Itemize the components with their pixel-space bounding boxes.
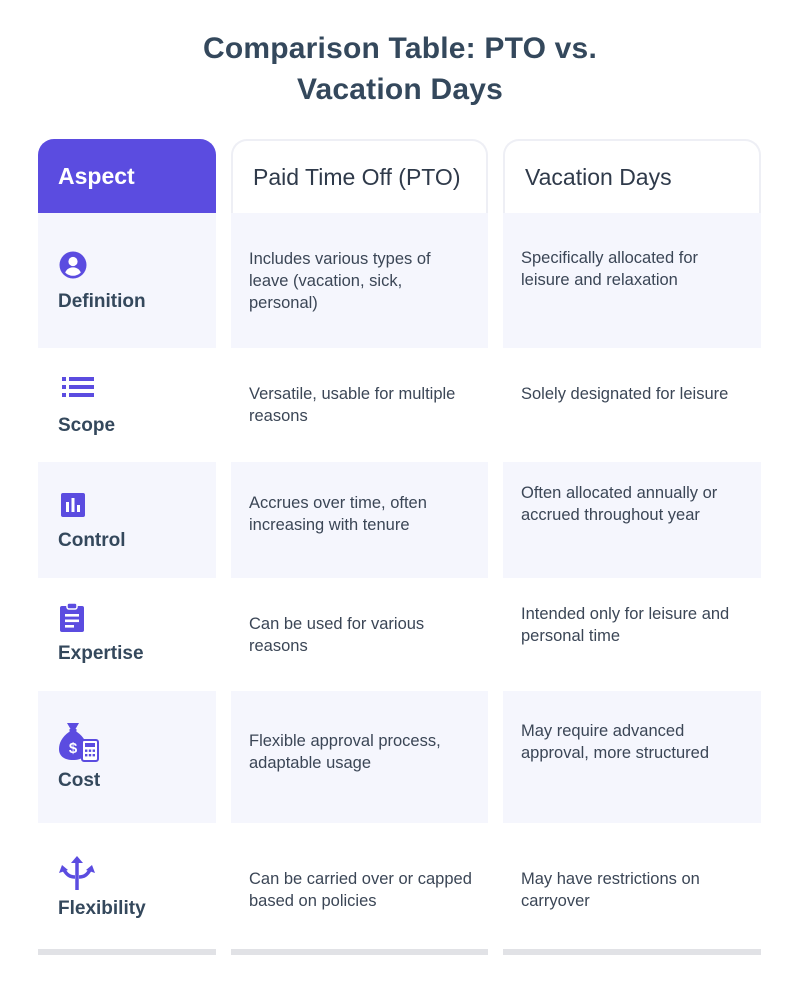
list-icon: [58, 374, 98, 405]
vacation-cell: [503, 213, 761, 348]
aspect-label: Expertise: [58, 643, 144, 664]
vacation-cell: [503, 462, 761, 578]
pto-header: [231, 139, 488, 213]
pto-cell: [231, 823, 488, 949]
aspect-label: Definition: [58, 291, 146, 312]
money-bag-calculator-icon: [58, 721, 102, 768]
pto-column: [231, 139, 488, 955]
aspect-label: Control: [58, 530, 126, 551]
column-footer-bar: [231, 949, 488, 955]
pto-cell: [231, 691, 488, 823]
aspect-header: Aspect: [38, 139, 216, 213]
aspect-cell-cost: [38, 691, 216, 823]
vacation-cell-text: May require advanced approval, more structured: [521, 722, 710, 762]
vacation-cell: [503, 823, 761, 949]
vacation-cell: [503, 578, 761, 691]
aspect-column: [38, 139, 216, 955]
vacation-cell-text: Intended only for leisure and personal time: [521, 605, 730, 645]
pto-cell-text: Includes various types of leave (vacation, sick, personal): [249, 250, 431, 312]
title-line-1: Comparison Table: PTO vs.: [203, 32, 597, 65]
pto-cell: [231, 578, 488, 691]
vacation-header-label: Vacation Days: [525, 163, 672, 190]
split-arrows-icon: [58, 855, 96, 896]
vacation-cell-text: Solely designated for leisure: [521, 385, 729, 403]
pto-cell-text: Can be carried over or capped based on policies: [249, 870, 472, 910]
svg-text:$: $: [68, 740, 78, 757]
pto-cell-text: Versatile, usable for multiple reasons: [249, 385, 456, 425]
clipboard-icon: [58, 602, 88, 639]
column-footer-bar: [503, 949, 761, 955]
aspect-cell-definition: [38, 213, 216, 348]
vacation-cell-text: Specifically allocated for leisure and relaxation: [521, 249, 699, 289]
aspect-cell-control: [38, 462, 216, 578]
aspect-label: Scope: [58, 415, 116, 436]
aspect-label: Flexibility: [58, 898, 146, 919]
pto-cell: [231, 462, 488, 578]
vacation-column: [503, 139, 761, 955]
title-line-2: Vacation Days: [296, 73, 504, 106]
vacation-cell-text: May have restrictions on carryover: [521, 870, 700, 910]
column-footer-bar: [38, 949, 216, 955]
pto-header-label: Paid Time Off (PTO): [253, 163, 461, 190]
page-title: [0, 28, 800, 110]
vacation-header: [503, 139, 761, 213]
aspect-label: Cost: [58, 770, 101, 791]
vacation-cell-text: Often allocated annually or accrued throughout year: [521, 484, 718, 524]
pto-cell: [231, 348, 488, 462]
pto-cell-text: Can be used for various reasons: [249, 615, 425, 655]
bar-chart-icon: [58, 490, 88, 525]
aspect-cell-scope: [38, 348, 216, 462]
aspect-cell-flexibility: [38, 823, 216, 949]
pto-cell-text: Flexible approval process, adaptable usage: [249, 732, 441, 772]
vacation-cell: [503, 348, 761, 462]
person-circle-icon: [58, 250, 88, 285]
aspect-cell-expertise: [38, 578, 216, 691]
pto-cell-text: Accrues over time, often increasing with tenure: [249, 494, 427, 534]
vacation-cell: [503, 691, 761, 823]
pto-cell: [231, 213, 488, 348]
